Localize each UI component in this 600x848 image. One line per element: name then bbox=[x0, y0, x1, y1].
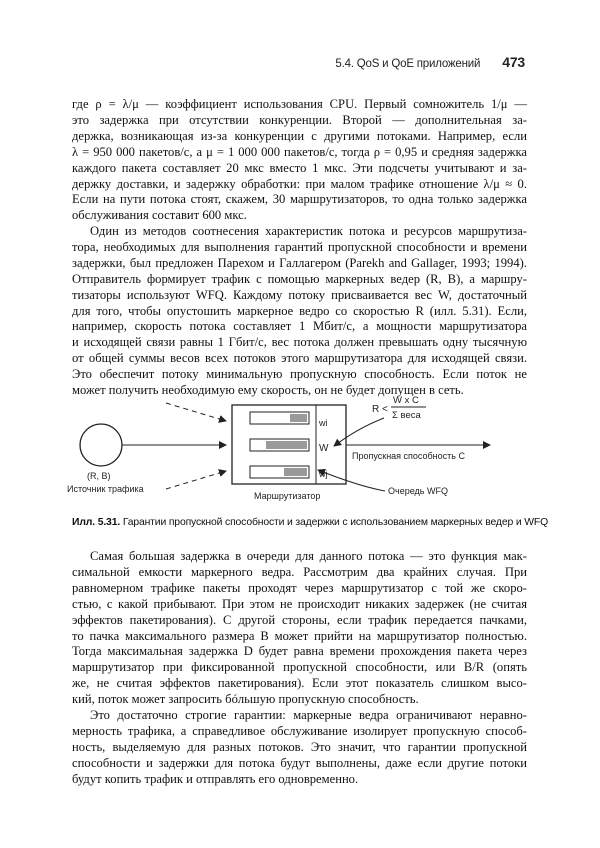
text-line: например, скорость потока составляет 1 Мбит/с, а мощности маршрутизатора bbox=[72, 319, 527, 334]
text-line: маршрутизатор при фиксированной пропускной способности, или B/R (опять bbox=[72, 660, 527, 675]
text-line: равномерном трафике пакеты проходят через маршрутизатор с той же скоро- bbox=[72, 580, 527, 595]
text-line: то пачка максимального размера B может прийти на маршрутизатор полностью. bbox=[72, 628, 527, 643]
weight-w-label: W bbox=[319, 443, 329, 454]
paragraph-strict-guarantees bbox=[72, 708, 527, 788]
router-label: Маршрутизатор bbox=[254, 491, 321, 501]
queue-bottom-packets bbox=[284, 468, 307, 476]
text-line: обслуживания составит 600 мкс. bbox=[72, 208, 247, 223]
text-line: может получить необходимую ему скорость, он не будет допущен в сеть. bbox=[72, 383, 464, 398]
page-number: 473 bbox=[502, 54, 525, 70]
text-line: держку доставки, и задержку обработки: при малом трафике отношение λ/μ ≈ 0. bbox=[72, 176, 527, 191]
text-line: Это достаточно строгие гарантии: маркерные ведра ограничивают неравно- bbox=[90, 708, 527, 722]
text-line: способности и задержки для потока будут выполнены, даже если другие потоки bbox=[72, 755, 527, 770]
text-line: мерность трафика, а справедливое обслуживание изолирует пропускную способ- bbox=[72, 723, 527, 738]
text-line: эффектов пакетирования). С другой стороны, если трафик передается пачками, bbox=[72, 612, 527, 627]
formula-numerator: W x C bbox=[393, 395, 419, 406]
paragraph-parekh-gallager bbox=[72, 224, 527, 399]
text-line: λ = 950 000 пакетов/с, а μ = 1 000 000 пакетов/с, тогда ρ = 0,95 и средняя задержка bbox=[72, 144, 527, 159]
formula-lhs: R < bbox=[372, 404, 388, 415]
other-flow-arrow-top bbox=[166, 403, 226, 421]
throughput-label: Пропускная способность C bbox=[352, 451, 465, 461]
text-line: Отправитель формирует трафик с помощью маркерных ведер (R, B), а маршру- bbox=[72, 271, 527, 286]
text-line: Если на пути потока стоят, скажем, 30 маршрутизаторов, то одна только задержка bbox=[72, 192, 527, 207]
text-line: тора, необходимых для выполнения гарантий пропускной способности и времени bbox=[72, 239, 527, 254]
text-line: задержки, был предложен Парехом и Галлагером (Parekh and Gallager, 1993; 1994). bbox=[72, 255, 527, 270]
text-line: Тогда максимальная задержка D будет равна времени прохождения пакета через bbox=[72, 644, 527, 659]
text-line: каждого пакета составляет 20 мкс вместо 1 мкс. Эти подсчеты учитывают и за- bbox=[72, 160, 527, 175]
text-line: симальной емкости маркерного ведра. Рассмотрим два крайних случая. При bbox=[72, 564, 527, 579]
formula-pointer-arrow bbox=[334, 418, 384, 446]
text-line: от общей суммы весов всех потоков этого маршрутизатора для исходящей связи. bbox=[72, 351, 527, 366]
text-line: стью, с какой прибывают. При этом не происходит никаких задержек (не считая bbox=[72, 596, 527, 611]
caption-text: Гарантии пропускной способности и задержки с использованием маркерных ведер и WFQ bbox=[122, 517, 549, 528]
token-bucket-label: (R, B) bbox=[87, 471, 111, 481]
figure-caption bbox=[72, 517, 549, 528]
text-line: где ρ = λ/μ — коэффициент использования CPU. Первый сомножитель 1/μ — bbox=[72, 97, 527, 111]
formula-denominator: Σ веса bbox=[392, 410, 421, 421]
source-label: Источник трафика bbox=[67, 484, 144, 494]
text-line: ность, выделяемую для разных потоков. Это значит, что гарантии пропускной bbox=[72, 739, 527, 754]
paragraph-delay-formula bbox=[72, 97, 527, 224]
text-line: же, не считая эффектов пакетирования). Если этот показатель слишком высо- bbox=[72, 676, 527, 691]
queue-top-packets bbox=[290, 414, 307, 422]
text-line: кий, поток может запросить бóльшую пропускную способность. bbox=[72, 692, 419, 707]
text-line: держка, возникающая из-за конкуренции с другими потоками. Например, если bbox=[72, 128, 527, 143]
text-line: Это обеспечит потоку минимальную пропускную способность. Если поток не bbox=[72, 367, 527, 382]
weight-wi-label: wi bbox=[319, 418, 328, 428]
text-line: и исходящей связи равны 1 Гбит/с, вес потока должен превышать одну тысячную bbox=[72, 335, 527, 350]
text-line: это задержка при отсутствии конкуренции. Второй — дополнительная за- bbox=[72, 112, 527, 127]
caption-label: Илл. 5.31. bbox=[72, 517, 121, 528]
wfq-pointer-arrow bbox=[318, 470, 385, 491]
text-line: тизаторы используют WFQ. Каждому потоку присваивается вес W, достаточный bbox=[72, 287, 527, 302]
wfq-label: Очередь WFQ bbox=[388, 486, 448, 496]
queue-middle-packets bbox=[266, 441, 307, 449]
text-line: для того, чтобы опустошить маркерное ведро со скоростью R (илл. 5.31). Если, bbox=[72, 303, 527, 318]
text-line: Самая большая задержка в очереди для данного потока — это функция мак- bbox=[90, 549, 527, 563]
traffic-source-circle bbox=[80, 424, 122, 466]
figure-5-31 bbox=[60, 388, 540, 513]
paragraph-max-delay bbox=[72, 549, 527, 708]
text-line: Один из методов соотнесения характеристик потока и ресурсов маршрутиза- bbox=[90, 224, 527, 238]
text-line: будут копить трафик и отправлять его одновременно. bbox=[72, 771, 359, 786]
figure-diagram bbox=[60, 388, 540, 513]
weight-wj-label: wj bbox=[319, 469, 328, 479]
running-head bbox=[0, 54, 525, 70]
other-flow-arrow-bottom bbox=[166, 471, 226, 489]
section-title: 5.4. QoS и QoE приложений bbox=[335, 58, 481, 70]
